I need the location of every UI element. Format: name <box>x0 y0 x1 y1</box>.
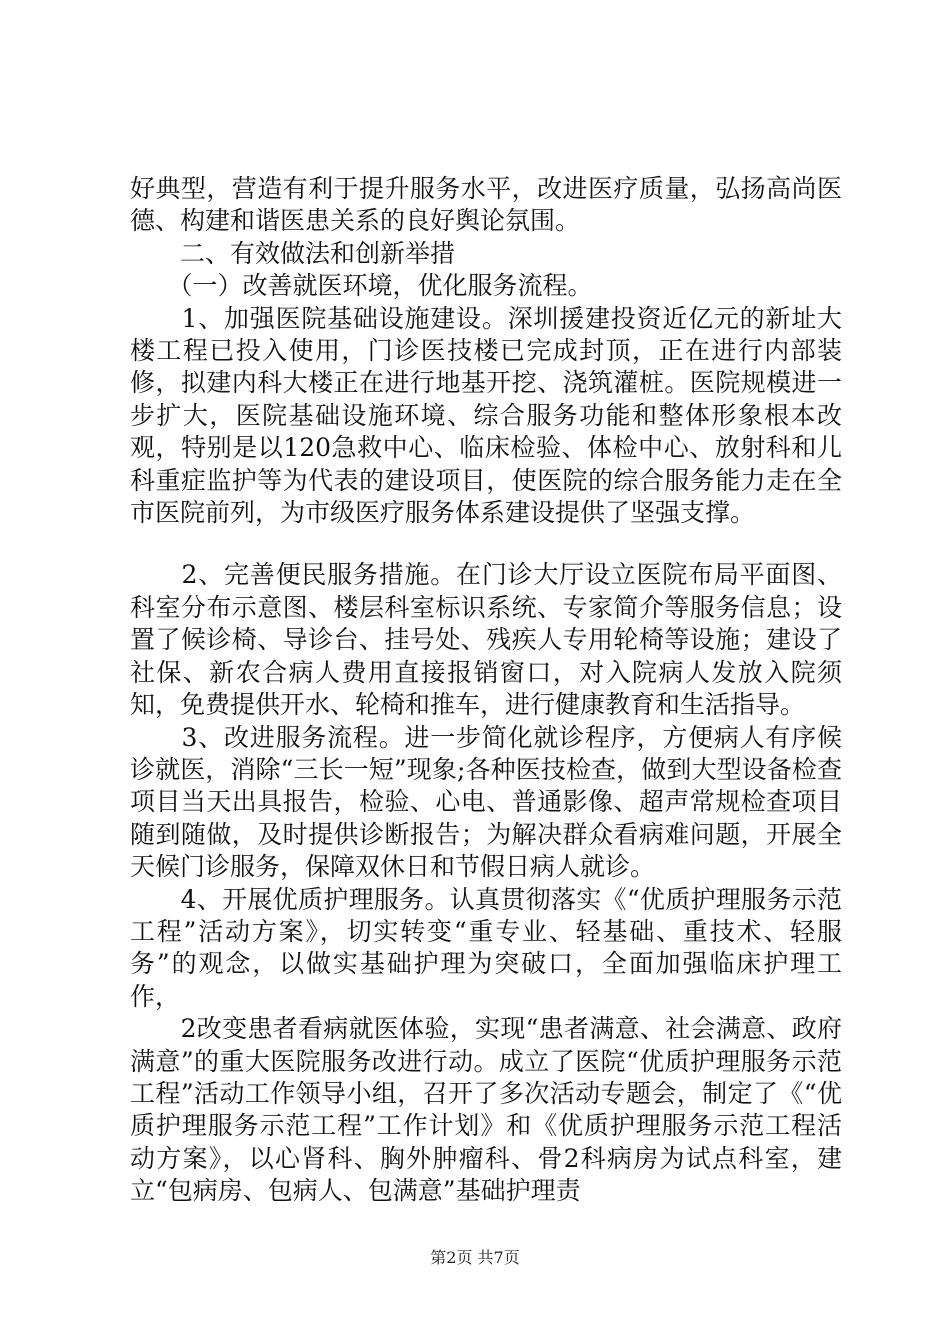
body-text <box>130 173 842 1208</box>
section-heading: 二、有效做法和创新举措 <box>130 238 456 268</box>
paragraph-process: 3、改进服务流程。进一步简化就诊程序，方便病人有序候诊就医，消除“三长一短”现象;各种医技检查，做到大型设备检查项目当天出具报告，检验、心电、普通影像、超声常规检查项目随到随做，及时提供诊断报告；为解决群众看病难问题，开展全天候门诊服务，保障双休日和节假日病人就诊。 <box>130 722 842 882</box>
paragraph-gap <box>130 529 842 559</box>
paragraph-convenience: 2、完善便民服务措施。在门诊大厅设立医院布局平面图、科室分布示意图、楼层科室标识系统、专家简介等服务信息；设置了候诊椅、导诊台、挂号处、残疾人专用轮椅等设施；建设了社保、新农合病人费用直接报销窗口，对入院病人发放入院须知，免费提供开水、轮椅和推车，进行健康教育和生活指导。 <box>130 560 842 720</box>
page-footer: 第2页 共7页 <box>430 1248 520 1267</box>
paragraph-intro: 好典型，营造有利于提升服务水平，改进医疗质量，弘扬高尚医德、构建和谐医患关系的良好舆论氛围。 <box>130 174 842 236</box>
paragraph-nursing: 4、开展优质护理服务。认真贯彻落实《“优质护理服务示范工程”活动方案》，切实转变“重专业、轻基础、重技术、轻服务”的观念，以做实基础护理为突破口，全面加强临床护理工作， <box>130 884 842 1011</box>
paragraph-nursing-cont: 2改变患者看病就医体验，实现“患者满意、社会满意、政府满意”的重大医院服务改进行动。成立了医院“优质护理服务示范工程”活动工作领导小组，召开了多次活动专题会，制定了《“优质护理服务示范工程”工作计划》和《优质护理服务示范工程活动方案》，以心肾科、胸外肿瘤科、骨2科病房为试点科室，建立“包病房、包病人、包满意”基础护理责 <box>130 1014 842 1206</box>
subsection-heading: （一）改善就医环境，优化服务流程。 <box>130 271 593 301</box>
paragraph-infrastructure: 1、加强医院基础设施建设。深圳援建投资近亿元的新址大楼工程已投入使用，门诊医技楼已完成封顶，正在进行内部装修，拟建内科大楼正在进行地基开挖、浇筑灌桩。医院规模进一步扩大，医院基础设施环境、综合服务功能和整体形象根本改观，特别是以120急救中心、临床检验、体检中心、放射科和儿科重症监护等为代表的建设项目，使医院的综合服务能力走在全市医院前列，为市级医疗服务体系建设提供了坚强支撑。 <box>130 303 842 528</box>
